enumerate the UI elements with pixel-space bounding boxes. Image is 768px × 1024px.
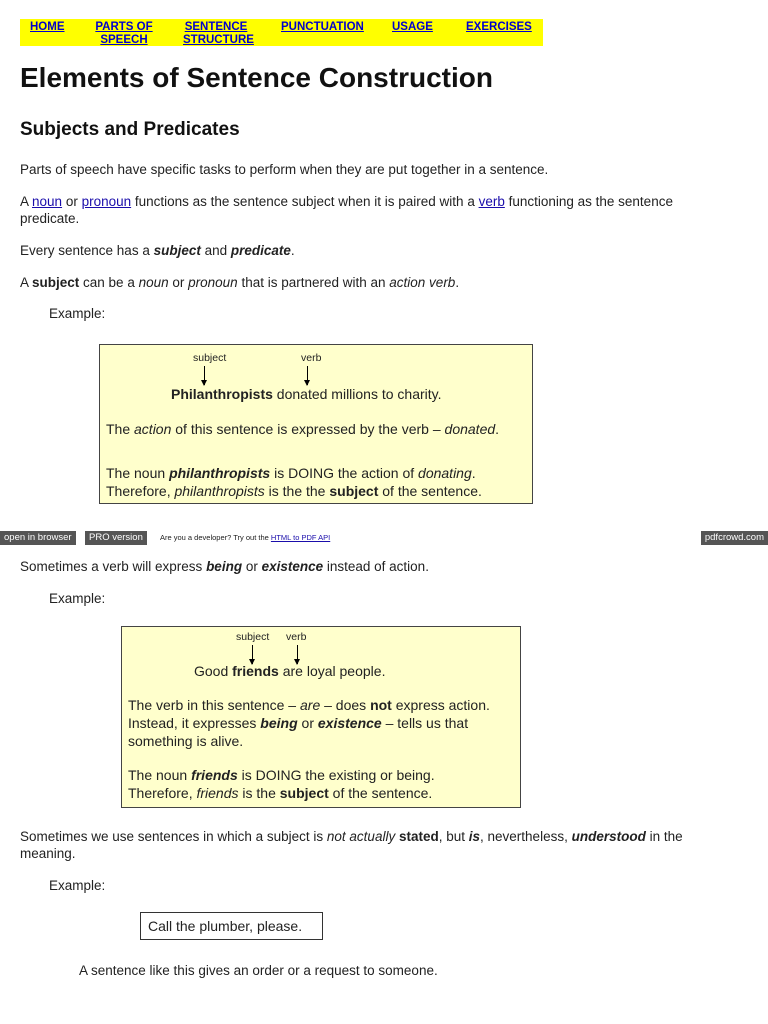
text: , but	[438, 829, 469, 844]
text: express action.	[391, 697, 490, 713]
explanation-line	[128, 696, 490, 714]
emphasis-not-actually: not actually	[326, 829, 396, 844]
nav-link-exercises[interactable]: EXERCISES	[466, 21, 532, 33]
paragraph-every-sentence	[20, 242, 720, 259]
text: The	[106, 421, 135, 437]
emphasis: friends	[191, 767, 238, 783]
paragraph-subject-definition	[20, 274, 720, 291]
example-sentence: Call the plumber, please.	[148, 918, 303, 934]
text: – tells us that	[381, 715, 469, 731]
text: The verb in this sentence –	[128, 697, 300, 713]
sentence-subject: Philanthropists	[171, 386, 273, 402]
text: can be a	[79, 275, 139, 290]
paragraph-intro: Parts of speech have specific tasks to perform when they are put together in a sentence.	[20, 162, 549, 177]
text: Therefore,	[128, 785, 197, 801]
text: Sometimes a verb will express	[20, 559, 207, 574]
text: Every sentence has a	[20, 243, 154, 258]
text: Sometimes we use sentences in which a subject is	[20, 829, 327, 844]
emphasis-subject: subject	[32, 275, 80, 290]
emphasis: existence	[317, 715, 382, 731]
html-to-pdf-api-link[interactable]: HTML to PDF API	[270, 533, 331, 542]
text: of this sentence is expressed by the verb –	[171, 421, 445, 437]
label-subject: subject	[193, 352, 227, 364]
example-box-friends	[121, 626, 521, 808]
text: functions as the sentence subject when it is paired with a	[131, 194, 479, 209]
emphasis-understood: understood	[571, 829, 646, 844]
emphasis: subject	[329, 483, 379, 499]
example-box-command	[140, 912, 323, 940]
sentence-subject: friends	[232, 663, 279, 679]
emphasis: action	[134, 421, 172, 437]
emphasis: subject	[279, 785, 329, 801]
example-sentence	[194, 662, 385, 680]
link-verb[interactable]: verb	[478, 194, 505, 209]
emphasis-predicate: predicate	[230, 243, 291, 258]
pdfcrowd-brand-button[interactable]: pdfcrowd.com	[701, 531, 768, 545]
nav-link-usage[interactable]: USAGE	[392, 21, 433, 33]
text: Good	[194, 663, 233, 679]
text: Are you a developer? Try out the	[160, 533, 271, 542]
text: .	[495, 421, 500, 437]
link-noun[interactable]: noun	[32, 194, 63, 209]
text: or	[242, 559, 262, 574]
top-navigation-bar	[20, 19, 543, 46]
text: of the sentence.	[378, 483, 482, 499]
explanation-line	[128, 766, 435, 784]
text: A	[20, 275, 33, 290]
emphasis: friends	[196, 785, 239, 801]
text: .	[455, 275, 460, 290]
page-title: Elements of Sentence Construction	[20, 62, 493, 93]
label-verb: verb	[286, 631, 307, 643]
text: , nevertheless,	[480, 829, 572, 844]
paragraph-understood-subject	[20, 828, 720, 862]
emphasis-pronoun: pronoun	[188, 275, 238, 290]
pdfcrowd-toolbar	[0, 531, 768, 545]
emphasis: donating	[418, 465, 472, 481]
text: is the the	[264, 483, 330, 499]
pro-version-button[interactable]: PRO version	[85, 531, 147, 545]
section-heading: Subjects and Predicates	[20, 119, 240, 140]
text: instead of action.	[323, 559, 429, 574]
text: The noun	[128, 767, 192, 783]
text: .	[471, 465, 476, 481]
emphasis: not	[370, 697, 392, 713]
example-label: Example:	[49, 591, 106, 606]
open-in-browser-button[interactable]: open in browser	[0, 531, 76, 545]
example-label: Example:	[49, 878, 106, 893]
explanation-line	[106, 420, 499, 438]
emphasis-action-verb: action verb	[389, 275, 456, 290]
label-subject: subject	[236, 631, 270, 643]
paragraph-order-request: A sentence like this gives an order or a request to someone.	[79, 963, 438, 978]
text: and	[200, 243, 231, 258]
text: donated millions to charity.	[272, 386, 442, 402]
text: that is partnered with an	[237, 275, 390, 290]
text: The noun	[106, 465, 170, 481]
text: functioning as the sentence predicate.	[20, 194, 673, 226]
text: or	[62, 194, 82, 209]
text: .	[290, 243, 295, 258]
emphasis: philanthropists	[174, 483, 265, 499]
explanation-line	[106, 464, 476, 482]
emphasis-existence: existence	[261, 559, 324, 574]
explanation-line	[106, 482, 482, 500]
explanation-line: something is alive.	[128, 733, 244, 749]
link-pronoun[interactable]: pronoun	[81, 194, 132, 209]
emphasis: being	[260, 715, 298, 731]
emphasis-being: being	[206, 559, 243, 574]
emphasis: donated	[444, 421, 496, 437]
nav-link-punctuation[interactable]: PUNCTUATION	[281, 21, 364, 33]
explanation-line	[128, 714, 468, 732]
emphasis-subject: subject	[153, 243, 201, 258]
nav-link-home[interactable]: HOME	[30, 21, 65, 33]
emphasis-is: is	[468, 829, 481, 844]
text: or	[297, 715, 318, 731]
text: or	[168, 275, 189, 290]
arrow-down-icon	[204, 366, 205, 385]
paragraph-being-existence	[20, 558, 720, 575]
label-verb: verb	[301, 352, 322, 364]
example-sentence	[171, 385, 442, 403]
text: Instead, it expresses	[128, 715, 261, 731]
text: is the	[238, 785, 280, 801]
text: Therefore,	[106, 483, 175, 499]
nav-link-parts-of-speech[interactable]: PARTS OF SPEECH	[95, 21, 153, 46]
developer-promo	[160, 533, 330, 542]
text: is DOING the action of	[270, 465, 419, 481]
emphasis-stated: stated	[398, 829, 439, 844]
example-label: Example:	[49, 306, 106, 321]
emphasis: philanthropists	[169, 465, 271, 481]
arrow-down-icon	[307, 366, 308, 385]
example-box-philanthropists	[99, 344, 533, 504]
text: of the sentence.	[328, 785, 433, 801]
text: is DOING the existing or being.	[237, 767, 435, 783]
emphasis: are	[300, 697, 321, 713]
text: in the meaning.	[20, 829, 683, 861]
paragraph-noun-pronoun	[20, 193, 720, 227]
emphasis-noun: noun	[138, 275, 169, 290]
explanation-line	[128, 784, 432, 802]
text: A	[20, 194, 33, 209]
text: – does	[320, 697, 371, 713]
text: are loyal people.	[278, 663, 386, 679]
nav-link-sentence-structure[interactable]: SENTENCE STRUCTURE	[183, 21, 254, 46]
